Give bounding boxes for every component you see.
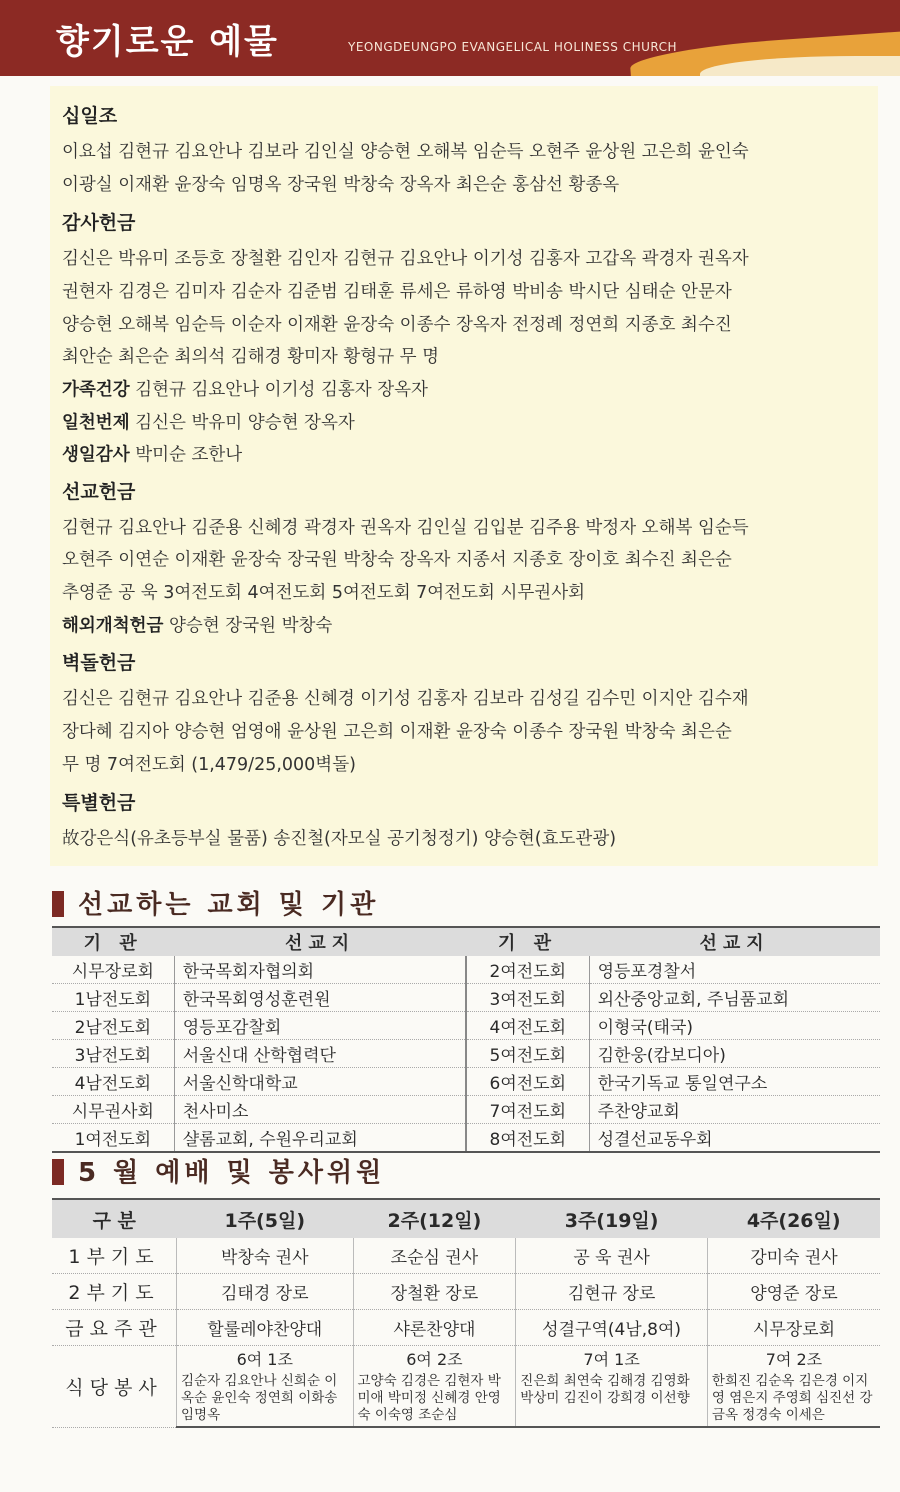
heading-bar — [52, 891, 64, 917]
org-cell: 6여전도회 — [466, 1068, 589, 1096]
col-week-1: 1주(5일) — [177, 1199, 354, 1238]
daily-offering-line — [62, 409, 355, 434]
missions-heading — [52, 884, 379, 921]
mission-line: 추영준 공 욱 3여전도회 4여전도회 5여전도회 7여전도회 시무권사회 — [62, 583, 586, 603]
service-cell: 양영준 장로 — [707, 1274, 880, 1310]
dining-group: 6여 2조 — [353, 1346, 516, 1372]
target-cell: 서울신학대학교 — [174, 1068, 466, 1096]
target-cell: 김한웅(캄보디아) — [589, 1040, 880, 1068]
dining-group: 6여 1조 — [177, 1346, 354, 1372]
target-cell: 한국기독교 통일연구소 — [589, 1068, 880, 1096]
missions-heading-text: 선교하는 교회 및 기관 — [78, 890, 380, 920]
target-cell: 서울신대 산학협력단 — [174, 1040, 466, 1068]
missions-table — [52, 926, 880, 1153]
service-table — [52, 1198, 880, 1428]
col-week-2: 2주(12일) — [353, 1199, 516, 1238]
table-row — [52, 1096, 880, 1124]
service-heading-text: 5 월 예배 및 봉사위원 — [78, 1158, 386, 1188]
table-row — [52, 956, 880, 984]
target-cell: 한국목회자협의회 — [174, 956, 466, 984]
table-row — [52, 1068, 880, 1096]
service-cell: 샤론찬양대 — [353, 1310, 516, 1346]
thanks-line: 최안순 최은순 최의석 김해경 황미자 황형규 무 명 — [62, 347, 440, 367]
col-org: 기 관 — [466, 927, 589, 956]
brick-line: 김신은 김현규 김요안나 김준용 신혜경 이기성 김홍자 김보라 김성길 김수민 이지안 김수재 — [62, 689, 749, 709]
tithe-line: 이광실 이재환 윤장숙 임명옥 장국원 박창숙 장옥자 최은순 홍삼선 황종옥 — [62, 175, 620, 195]
org-cell: 시무권사회 — [52, 1096, 174, 1124]
thanks-title: 감사헌금 — [62, 212, 136, 234]
target-cell: 한국목회영성훈련원 — [174, 984, 466, 1012]
service-cell: 조순심 권사 — [353, 1238, 516, 1274]
tithe-line: 이요섭 김현규 김요안나 김보라 김인실 양승현 오해복 임순득 오현주 윤상원 고은희 윤인숙 — [62, 142, 749, 162]
org-cell: 시무장로회 — [52, 956, 174, 984]
overseas-line — [62, 612, 332, 637]
target-cell: 천사미소 — [174, 1096, 466, 1124]
col-target: 선교지 — [589, 927, 880, 956]
org-cell: 8여전도회 — [466, 1124, 589, 1153]
org-cell: 1남전도회 — [52, 984, 174, 1012]
service-cell: 장철환 장로 — [353, 1274, 516, 1310]
table-row — [52, 1310, 880, 1346]
col-week-3: 3주(19일) — [516, 1199, 708, 1238]
table-row — [52, 1274, 880, 1310]
daily-offering-label: 일천번제 — [62, 413, 130, 433]
target-cell: 영등포감찰회 — [174, 1012, 466, 1040]
row-label: 식당봉사 — [52, 1346, 177, 1428]
table-row — [52, 1012, 880, 1040]
org-cell: 2여전도회 — [466, 956, 589, 984]
birthday-line — [62, 441, 242, 466]
dining-names: 김순자 김요안나 신희순 이옥순 윤인숙 정연희 이화송 임명옥 — [177, 1371, 354, 1427]
overseas-label: 해외개척헌금 — [62, 616, 164, 636]
dining-names: 한희진 김순옥 김은경 이지영 염은지 주영희 심진선 강금옥 정경숙 이세은 — [707, 1371, 880, 1427]
org-cell: 1여전도회 — [52, 1124, 174, 1153]
service-cell: 강미숙 권사 — [707, 1238, 880, 1274]
table-row — [52, 1371, 880, 1427]
target-cell: 샬롬교회, 수원우리교회 — [174, 1124, 466, 1153]
target-cell: 영등포경찰서 — [589, 956, 880, 984]
page-title: 향기로운 예물 — [56, 22, 279, 62]
col-week-4: 4주(26일) — [707, 1199, 880, 1238]
service-cell: 김태경 장로 — [177, 1274, 354, 1310]
dining-names: 진은희 최연숙 김해경 김영화 박상미 김진이 강희경 이선향 — [516, 1371, 708, 1427]
thanks-line: 김신은 박유미 조등호 장철환 김인자 김현규 김요안나 이기성 김홍자 고갑옥 곽경자 권옥자 — [62, 249, 749, 269]
mission-title: 선교헌금 — [62, 481, 136, 503]
birthday-names: 박미순 조한나 — [135, 445, 243, 465]
family-health-line — [62, 376, 428, 401]
church-name: YEONGDEUNGPO EVANGELICAL HOLINESS CHURCH — [348, 40, 678, 54]
org-cell: 4남전도회 — [52, 1068, 174, 1096]
brick-title: 벽돌헌금 — [62, 652, 136, 674]
family-health-label: 가족건강 — [62, 380, 130, 400]
mission-line: 오현주 이연순 이재환 윤장숙 장국원 박창숙 장옥자 지종서 지종호 장이호 최수진 최은순 — [62, 550, 732, 570]
row-label: 1부기도 — [52, 1238, 177, 1274]
service-heading — [52, 1152, 385, 1189]
dining-group: 7여 1조 — [516, 1346, 708, 1372]
table-row — [52, 1040, 880, 1068]
org-cell: 5여전도회 — [466, 1040, 589, 1068]
table-row — [52, 984, 880, 1012]
service-cell: 공 욱 권사 — [516, 1238, 708, 1274]
org-cell: 7여전도회 — [466, 1096, 589, 1124]
special-title: 특별헌금 — [62, 792, 136, 814]
service-cell: 김현규 장로 — [516, 1274, 708, 1310]
org-cell: 2남전도회 — [52, 1012, 174, 1040]
row-label: 2부기도 — [52, 1274, 177, 1310]
dining-group: 7여 2조 — [765, 1350, 823, 1369]
special-line: 故강은식(유초등부실 물품) 송진철(자모실 공기청정기) 양승현(효도관광) — [62, 829, 617, 849]
org-cell: 3여전도회 — [466, 984, 589, 1012]
col-org: 기 관 — [52, 927, 174, 956]
daily-offering-names: 김신은 박유미 양승현 장옥자 — [135, 413, 355, 433]
org-cell: 3남전도회 — [52, 1040, 174, 1068]
row-label: 금요주관 — [52, 1310, 177, 1346]
thanks-line: 양승현 오해복 임순득 이순자 이재환 윤장숙 이종수 장옥자 전정례 정연희 지종호 최수진 — [62, 315, 732, 335]
family-health-names: 김현규 김요안나 이기성 김홍자 장옥자 — [135, 380, 428, 400]
target-cell: 외산중앙교회, 주님품교회 — [589, 984, 880, 1012]
target-cell: 성결선교동우회 — [589, 1124, 880, 1153]
tithe-title: 십일조 — [62, 105, 118, 127]
offerings-panel — [50, 86, 878, 866]
table-row — [52, 1238, 880, 1274]
header-banner — [0, 0, 900, 76]
col-target: 선교지 — [174, 927, 466, 956]
service-cell: 박창숙 권사 — [177, 1238, 354, 1274]
thanks-line: 권현자 김경은 김미자 김순자 김준범 김태훈 류세은 류하영 박비송 박시단 심태순 안문자 — [62, 282, 732, 302]
service-cell: 성결구역(4남,8여) — [516, 1310, 708, 1346]
heading-bar — [52, 1159, 64, 1185]
brick-line: 장다혜 김지아 양승현 엄영애 윤상원 고은희 이재환 윤장숙 이종수 장국원 박창숙 최은순 — [62, 722, 732, 742]
birthday-label: 생일감사 — [62, 445, 130, 465]
service-cell: 할룰레야찬양대 — [177, 1310, 354, 1346]
overseas-names: 양승현 장국원 박창숙 — [169, 616, 333, 636]
service-cell: 시무장로회 — [707, 1310, 880, 1346]
dining-names: 고양숙 김경은 김현자 박미애 박미정 신혜경 안영숙 이숙영 조순심 — [353, 1371, 516, 1427]
org-cell: 4여전도회 — [466, 1012, 589, 1040]
table-row — [52, 1346, 880, 1372]
mission-line: 김현규 김요안나 김준용 신혜경 곽경자 권옥자 김인실 김입분 김주용 박정자 오해복 임순득 — [62, 518, 749, 538]
brick-line: 무 명 7여전도회 (1,479/25,000벽돌) — [62, 755, 356, 775]
col-category: 구 분 — [52, 1199, 177, 1238]
target-cell: 이형국(태국) — [589, 1012, 880, 1040]
target-cell: 주찬양교회 — [589, 1096, 880, 1124]
table-row — [52, 1124, 880, 1153]
